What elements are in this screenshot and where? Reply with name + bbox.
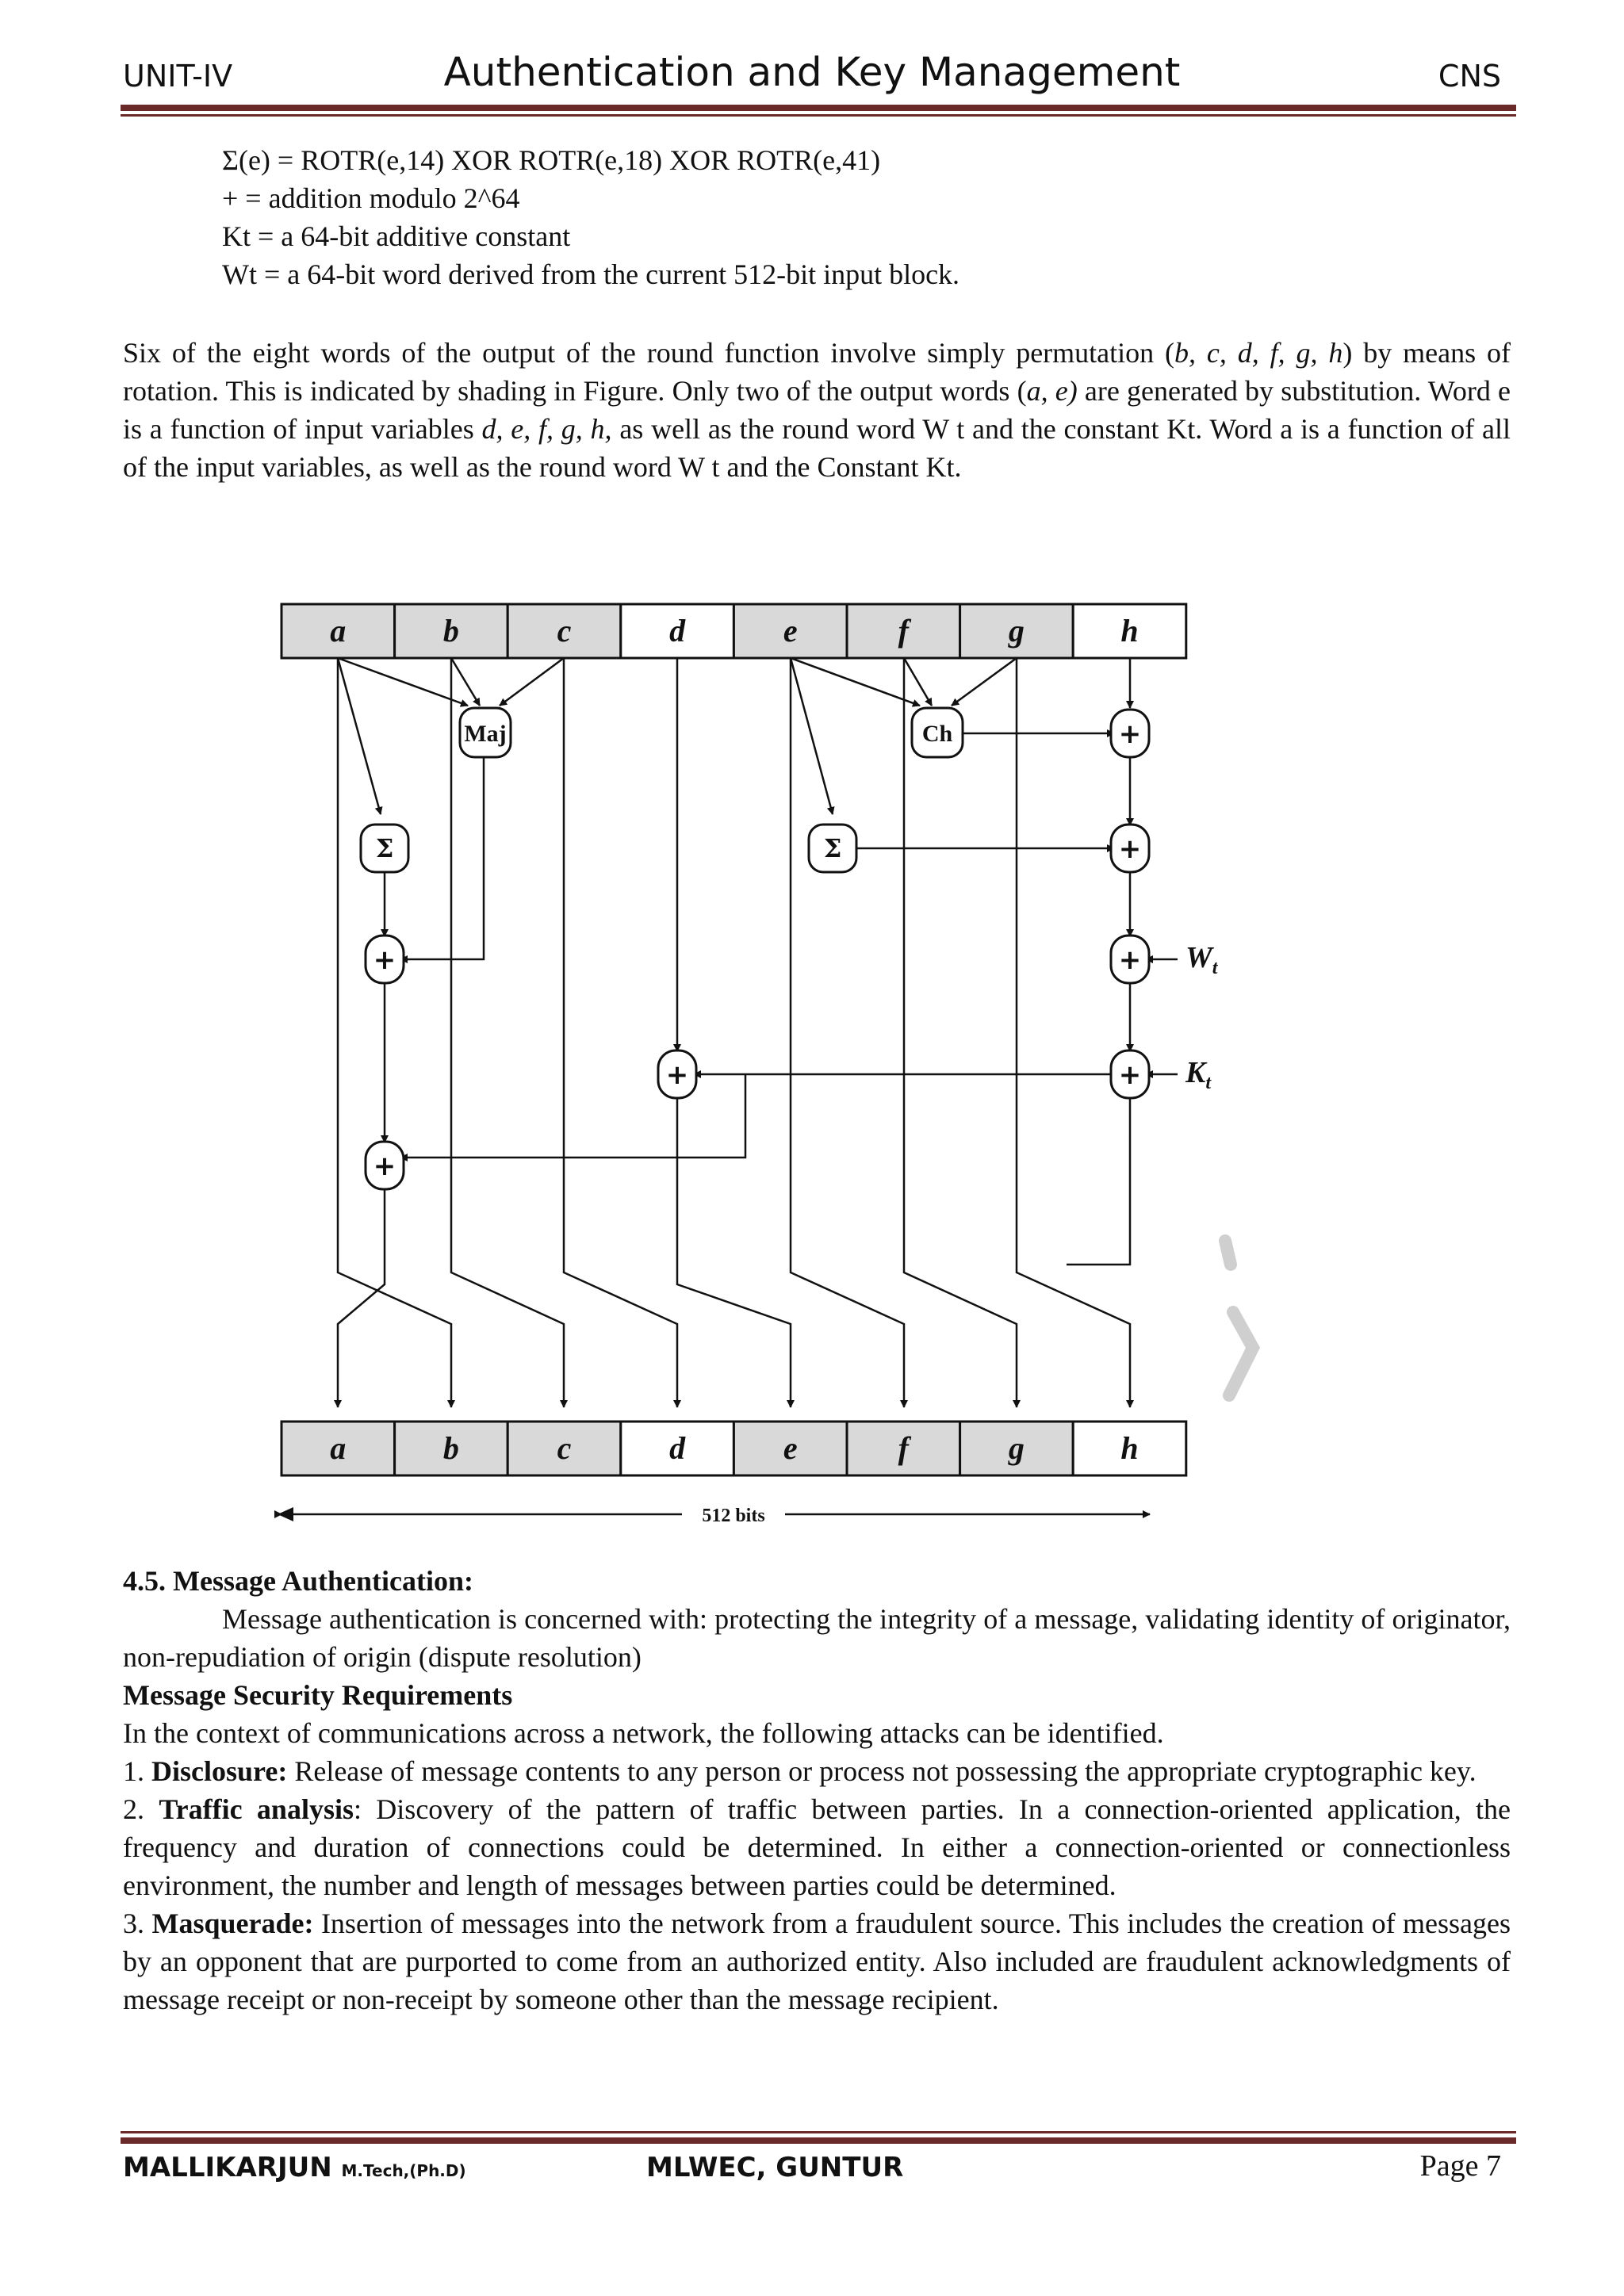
svg-text:+: + [1118, 944, 1142, 976]
footer-rule [121, 2137, 1516, 2144]
svg-text:Maj: Maj [464, 721, 507, 747]
header-title: Authentication and Key Management [443, 49, 1181, 95]
round-function-paragraph [123, 334, 1511, 486]
svg-text:Σ: Σ [823, 833, 842, 863]
item-text: Release of message contents to any person or process not possessing the appropriate cryptographic key. [287, 1755, 1477, 1787]
formula-list [222, 141, 1411, 293]
list-item [123, 1790, 1511, 1904]
output-word-label-d: d [669, 1430, 686, 1466]
page-header [123, 49, 1501, 105]
author-name: MALLIKARJUN [123, 2152, 332, 2183]
output-word-label-h: h [1120, 1430, 1139, 1466]
svg-text:Ch: Ch [921, 721, 953, 747]
paragraph-text: Six of the eight words of the output of the round function involve simply permutation ( [123, 337, 1175, 369]
kt-label: $K_t$ [1185, 1056, 1212, 1093]
ch-node [912, 708, 963, 757]
diagram-wires [278, 658, 1178, 1514]
header-subject: CNS [1438, 59, 1501, 94]
wt-label: $W_t$ [1185, 941, 1218, 978]
sigma-node-a [361, 825, 408, 872]
message-authentication-section [123, 1562, 1511, 2019]
adder-node [1111, 936, 1149, 983]
output-word-label-c: c [557, 1430, 572, 1466]
svg-text:+: + [1118, 1059, 1142, 1091]
input-word-label-e: e [783, 613, 798, 649]
footer-institution: MLWEC, GUNTUR [646, 2152, 904, 2183]
input-word-register [282, 604, 1186, 658]
paragraph-vars: d, e, f, g, h, [481, 413, 612, 445]
width-label: 512 bits [702, 1506, 765, 1526]
paragraph-vars: a, e) [1026, 375, 1078, 407]
item-number: 3. [123, 1908, 144, 1939]
header-rule [121, 105, 1516, 111]
svg-text:+: + [373, 944, 396, 976]
adder-node [366, 936, 404, 983]
item-text: : Discovery of the pattern of traffic between parties. In a connection-oriented application, the frequency and duration of connections could be determined. In either a connection-oriented or connectionless environment, the number and length of messages between parties could be determined. [123, 1793, 1511, 1901]
input-word-label-d: d [669, 613, 686, 649]
formula-wt: Wt = a 64-bit word derived from the current 512-bit input block. [222, 258, 960, 290]
author-degree: M.Tech,(Ph.D) [341, 2161, 466, 2180]
input-word-label-b: b [442, 613, 459, 649]
paragraph-vars: b, c, d, f, g, h [1174, 337, 1343, 369]
output-word-label-g: g [1008, 1430, 1025, 1466]
maj-node [460, 708, 511, 757]
svg-text:Σ: Σ [375, 833, 394, 863]
input-word-label-f: f [898, 613, 909, 649]
svg-text:+: + [373, 1150, 396, 1182]
adder-node [1111, 825, 1149, 872]
page-number: Page 7 [1419, 2149, 1501, 2183]
list-item [123, 1752, 1511, 1790]
header-rule-thin [121, 114, 1516, 117]
formula-sigma: Σ(e) = ROTR(e,14) XOR ROTR(e,18) XOR ROTR(e,41) [222, 144, 881, 176]
adder-node [1111, 710, 1149, 757]
output-word-label-b: b [442, 1430, 459, 1466]
list-item [123, 1904, 1511, 2019]
item-text: Insertion of messages into the network from a fraudulent source. This includes the creation of messages by an opponent that are purported to come from an authorized entity. Also included are fraudulent acknowledgments of message receipt or non-receipt by someone other than the message recipient. [123, 1908, 1511, 2015]
subsection-heading: Message Security Requirements [123, 1679, 513, 1711]
item-term: Disclosure: [151, 1755, 288, 1787]
adder-node [366, 1142, 404, 1189]
formula-kt: Kt = a 64-bit additive constant [222, 220, 571, 252]
formula-addition: + = addition modulo 2^64 [222, 182, 520, 214]
output-word-register [282, 1422, 1186, 1475]
watermark [1225, 1241, 1253, 1395]
page-footer [123, 2149, 1501, 2188]
output-word-label-e: e [783, 1430, 798, 1466]
section-heading: 4.5. Message Authentication: [123, 1565, 473, 1597]
footer-author [123, 2152, 466, 2183]
sha512-round-diagram [262, 567, 1269, 1530]
item-term: Masquerade: [151, 1908, 314, 1939]
svg-text:+: + [1118, 718, 1142, 750]
input-word-label-h: h [1120, 613, 1139, 649]
adder-node [1111, 1050, 1149, 1098]
svg-text:+: + [1118, 833, 1142, 865]
item-number: 2. [123, 1793, 144, 1825]
item-number: 1. [123, 1755, 144, 1787]
paragraph-text: as well as the round word W t and the constant Kt. Word a is a function of all of the input variables, as well as the round word W t and the Constant Kt. [123, 413, 1511, 483]
adder-node [658, 1050, 696, 1098]
footer-rule-thin [121, 2131, 1516, 2133]
paragraph-text: are generated by substitution. Word e is a function of input variables [123, 375, 1511, 445]
header-unit: UNIT-IV [123, 59, 233, 94]
width-arrow-left [278, 1507, 293, 1521]
paragraph-text: ) by means of rotation. This is indicated by shading in Figure. Only two of the output words ( [123, 337, 1511, 407]
output-word-label-f: f [898, 1430, 909, 1466]
input-word-label-c: c [557, 613, 572, 649]
input-word-label-g: g [1008, 613, 1025, 649]
svg-text:+: + [665, 1059, 689, 1091]
output-word-label-a: a [330, 1430, 347, 1466]
input-word-label-a: a [330, 613, 347, 649]
context-line: In the context of communications across a network, the following attacks can be identified. [123, 1717, 1164, 1749]
section-intro: Message authentication is concerned with: protecting the integrity of a message, validating identity of originator, non-repudiation of origin (dispute resolution) [123, 1603, 1511, 1673]
item-term: Traffic analysis [159, 1793, 354, 1825]
sigma-node-e [809, 825, 856, 872]
